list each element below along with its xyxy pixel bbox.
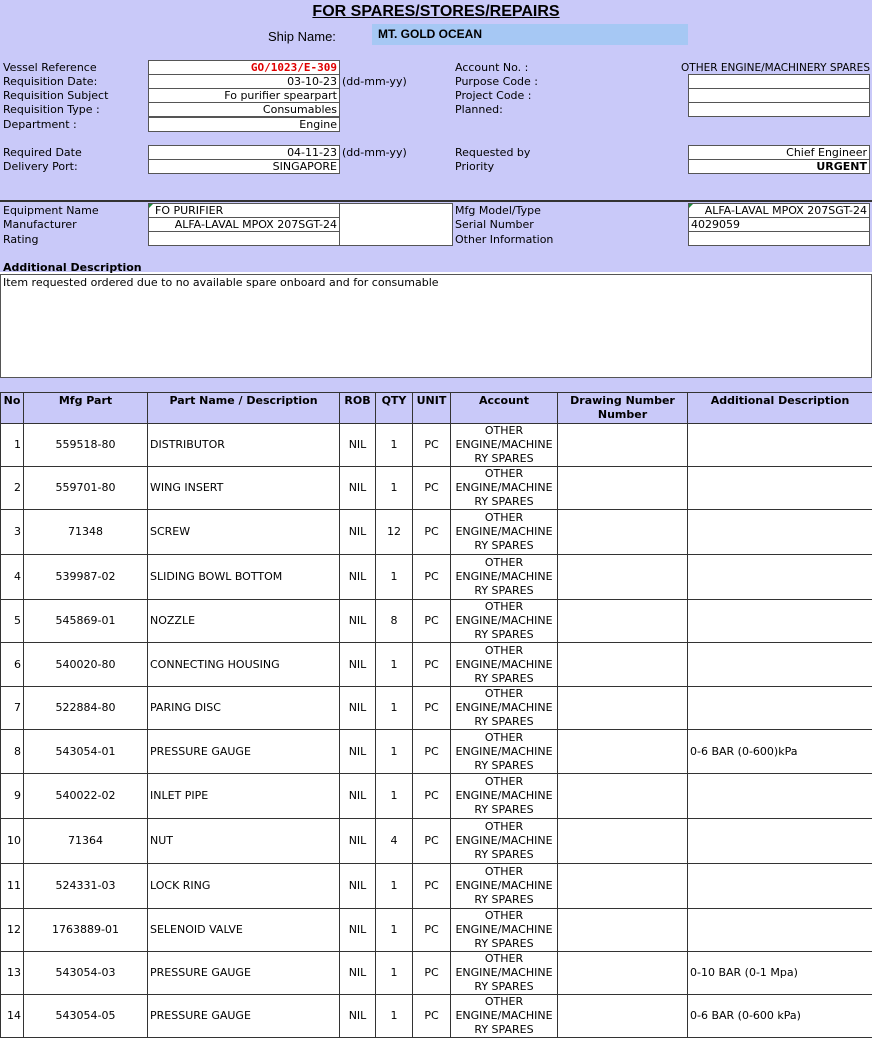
row-part-name[interactable]: CONNECTING HOUSING [148, 643, 340, 687]
rating-field[interactable] [148, 231, 340, 246]
account-line: RY SPARES [453, 452, 555, 466]
row-mfg-part[interactable]: 539987-02 [24, 555, 148, 600]
row-account[interactable] [451, 467, 558, 510]
requested-by-label: Requested by [455, 146, 530, 160]
account-line: RY SPARES [453, 584, 555, 598]
row-additional-description[interactable]: 0-6 BAR (0-600 kPa) [688, 995, 872, 1038]
ship-name-label: Ship Name: [268, 30, 336, 44]
account-line: OTHER [453, 909, 555, 923]
account-line: ENGINE/MACHINE [453, 701, 555, 715]
row-rob[interactable]: NIL [340, 819, 376, 864]
row-rob[interactable]: NIL [340, 730, 376, 774]
row-account[interactable] [451, 510, 558, 555]
row-unit[interactable]: PC [413, 555, 451, 600]
row-part-name[interactable]: NUT [148, 819, 340, 864]
row-qty[interactable]: 1 [376, 467, 413, 510]
row-drawing-number[interactable] [558, 467, 688, 510]
row-mfg-part[interactable]: 543054-03 [24, 952, 148, 995]
row-qty[interactable]: 1 [376, 952, 413, 995]
table-row[interactable] [1, 643, 872, 687]
table-row[interactable] [1, 909, 872, 952]
row-drawing-number[interactable] [558, 555, 688, 600]
row-mfg-part[interactable]: 559701-80 [24, 467, 148, 510]
requisition-type-field[interactable]: Consumables [148, 102, 340, 117]
requisition-subject-label: Requisition Subject [3, 89, 108, 103]
row-rob[interactable]: NIL [340, 774, 376, 819]
row-part-name[interactable]: PRESSURE GAUGE [148, 995, 340, 1038]
row-number[interactable]: 13 [1, 952, 24, 995]
table-row[interactable] [1, 424, 872, 467]
row-rob[interactable]: NIL [340, 555, 376, 600]
rating-label: Rating [3, 233, 38, 247]
serial-number-label: Serial Number [455, 218, 534, 232]
row-part-name[interactable]: PRESSURE GAUGE [148, 952, 340, 995]
row-account[interactable] [451, 864, 558, 909]
row-additional-description[interactable] [688, 510, 872, 555]
account-line: ENGINE/MACHINE [453, 614, 555, 628]
account-line: RY SPARES [453, 980, 555, 994]
account-line: OTHER [453, 687, 555, 701]
account-line: OTHER [453, 775, 555, 789]
row-qty[interactable]: 1 [376, 864, 413, 909]
row-qty[interactable]: 1 [376, 995, 413, 1038]
row-additional-description[interactable] [688, 774, 872, 819]
table-row[interactable] [1, 952, 872, 995]
requisition-type-label: Requisition Type : [3, 103, 100, 117]
row-rob[interactable]: NIL [340, 424, 376, 467]
row-account[interactable] [451, 730, 558, 774]
row-qty[interactable]: 8 [376, 600, 413, 643]
row-drawing-number[interactable] [558, 687, 688, 730]
row-additional-description[interactable] [688, 687, 872, 730]
planned-field[interactable] [688, 102, 870, 117]
account-line: ENGINE/MACHINE [453, 658, 555, 672]
row-unit[interactable]: PC [413, 687, 451, 730]
table-row[interactable] [1, 819, 872, 864]
account-line: RY SPARES [453, 495, 555, 509]
row-unit[interactable]: PC [413, 774, 451, 819]
account-line: OTHER [453, 865, 555, 879]
equipment-extra-field [340, 203, 453, 246]
row-rob[interactable]: NIL [340, 467, 376, 510]
col-header-no: No [1, 393, 24, 424]
row-qty[interactable]: 1 [376, 687, 413, 730]
row-unit[interactable]: PC [413, 643, 451, 687]
row-rob[interactable]: NIL [340, 995, 376, 1038]
row-unit[interactable]: PC [413, 819, 451, 864]
row-unit[interactable]: PC [413, 510, 451, 555]
row-drawing-number[interactable] [558, 424, 688, 467]
row-additional-description[interactable] [688, 467, 872, 510]
row-qty[interactable]: 1 [376, 424, 413, 467]
manufacturer-field[interactable]: ALFA-LAVAL MPOX 207SGT-24 [148, 217, 340, 232]
account-line: OTHER [453, 511, 555, 525]
row-number[interactable]: 3 [1, 510, 24, 555]
account-line: RY SPARES [453, 803, 555, 817]
requisition-date-field[interactable]: 03-10-23 [148, 74, 340, 89]
requested-by-field[interactable]: Chief Engineer [688, 145, 870, 160]
col-header-drawing-number: Drawing Number Number [558, 393, 688, 424]
account-line: RY SPARES [453, 539, 555, 553]
account-no-label: Account No. : [455, 61, 528, 75]
row-number[interactable]: 12 [1, 909, 24, 952]
row-number[interactable]: 2 [1, 467, 24, 510]
table-row[interactable] [1, 730, 872, 774]
table-row[interactable] [1, 467, 872, 510]
row-number[interactable]: 5 [1, 600, 24, 643]
equipment-name-field[interactable]: FO PURIFIER [148, 203, 340, 218]
table-top-band [0, 378, 872, 392]
account-line: ENGINE/MACHINE [453, 966, 555, 980]
col-header-qty: QTY [376, 393, 413, 424]
planned-label: Planned: [455, 103, 503, 117]
items-table [0, 392, 872, 1038]
row-part-name[interactable]: DISTRIBUTOR [148, 424, 340, 467]
required-date-field[interactable]: 04-11-23 [148, 145, 340, 160]
account-line: OTHER [453, 995, 555, 1009]
row-account[interactable] [451, 909, 558, 952]
col-header-account: Account [451, 393, 558, 424]
account-line: ENGINE/MACHINE [453, 438, 555, 452]
required-date-label: Required Date [3, 146, 82, 160]
row-number[interactable]: 10 [1, 819, 24, 864]
row-part-name[interactable]: SLIDING BOWL BOTTOM [148, 555, 340, 600]
priority-label: Priority [455, 160, 494, 174]
row-number[interactable]: 7 [1, 687, 24, 730]
col-header-part-name: Part Name / Description [148, 393, 340, 424]
vessel-reference-field[interactable]: GO/1023/E-309 [148, 60, 340, 75]
priority-field[interactable]: URGENT [688, 159, 870, 174]
requisition-date-label: Requisition Date: [3, 75, 97, 89]
row-unit[interactable]: PC [413, 467, 451, 510]
manufacturer-label: Manufacturer [3, 218, 77, 232]
col-header-additional-description: Additional Description [688, 393, 872, 424]
row-mfg-part[interactable]: 559518-80 [24, 424, 148, 467]
account-line: ENGINE/MACHINE [453, 570, 555, 584]
row-account[interactable] [451, 952, 558, 995]
row-mfg-part[interactable]: 540022-02 [24, 774, 148, 819]
requisition-subject-field[interactable]: Fo purifier spearpart [148, 88, 340, 103]
row-additional-description[interactable] [688, 600, 872, 643]
purpose-code-label: Purpose Code : [455, 75, 538, 89]
row-rob[interactable]: NIL [340, 909, 376, 952]
page-title: FOR SPARES/STORES/REPAIRS [0, 3, 872, 21]
table-row[interactable] [1, 995, 872, 1038]
row-drawing-number[interactable] [558, 730, 688, 774]
vessel-reference-label: Vessel Reference [3, 61, 97, 75]
row-unit[interactable]: PC [413, 909, 451, 952]
delivery-port-label: Delivery Port: [3, 160, 78, 174]
row-account[interactable] [451, 774, 558, 819]
row-rob[interactable]: NIL [340, 510, 376, 555]
comment-marker-icon [689, 204, 693, 208]
row-drawing-number[interactable] [558, 995, 688, 1038]
account-line: OTHER [453, 952, 555, 966]
table-row[interactable] [1, 555, 872, 600]
required-date-format-hint: (dd-mm-yy) [342, 146, 407, 160]
account-line: OTHER [453, 556, 555, 570]
row-account[interactable] [451, 643, 558, 687]
date-format-hint: (dd-mm-yy) [342, 75, 407, 89]
account-line: OTHER [453, 600, 555, 614]
row-account[interactable] [451, 424, 558, 467]
row-mfg-part[interactable]: 543054-01 [24, 730, 148, 774]
col-header-mfg-part: Mfg Part [24, 393, 148, 424]
account-line: OTHER [453, 424, 555, 438]
row-part-name[interactable]: LOCK RING [148, 864, 340, 909]
row-additional-description[interactable] [688, 643, 872, 687]
account-line: OTHER [453, 467, 555, 481]
account-line: RY SPARES [453, 715, 555, 729]
account-line: OTHER [453, 644, 555, 658]
other-information-field[interactable] [688, 231, 870, 246]
row-mfg-part[interactable]: 1763889-01 [24, 909, 148, 952]
project-code-field[interactable] [688, 88, 870, 103]
additional-description-text: Item requested ordered due to no available spare onboard and for consumable [1, 275, 871, 291]
account-line: ENGINE/MACHINE [453, 923, 555, 937]
table-row[interactable] [1, 600, 872, 643]
row-account[interactable] [451, 687, 558, 730]
account-line: ENGINE/MACHINE [453, 789, 555, 803]
row-qty[interactable]: 4 [376, 819, 413, 864]
additional-description-label: Additional Description [3, 261, 142, 275]
row-qty[interactable]: 1 [376, 643, 413, 687]
account-line: RY SPARES [453, 672, 555, 686]
row-mfg-part[interactable]: 71348 [24, 510, 148, 555]
row-additional-description[interactable]: 0-10 BAR (0-1 Mpa) [688, 952, 872, 995]
row-number[interactable]: 4 [1, 555, 24, 600]
row-qty[interactable]: 12 [376, 510, 413, 555]
row-unit[interactable]: PC [413, 424, 451, 467]
account-line: RY SPARES [453, 937, 555, 951]
row-rob[interactable]: NIL [340, 643, 376, 687]
row-rob[interactable]: NIL [340, 952, 376, 995]
row-mfg-part[interactable]: 543054-05 [24, 995, 148, 1038]
row-drawing-number[interactable] [558, 643, 688, 687]
account-line: ENGINE/MACHINE [453, 481, 555, 495]
ship-name-value[interactable]: MT. GOLD OCEAN [372, 24, 688, 45]
col-header-unit: UNIT [413, 393, 451, 424]
account-line: OTHER [453, 820, 555, 834]
row-unit[interactable]: PC [413, 600, 451, 643]
table-header-row [1, 393, 872, 424]
row-drawing-number[interactable] [558, 819, 688, 864]
row-qty[interactable]: 1 [376, 730, 413, 774]
row-part-name[interactable]: INLET PIPE [148, 774, 340, 819]
account-line: RY SPARES [453, 628, 555, 642]
account-line: RY SPARES [453, 848, 555, 862]
row-qty[interactable]: 1 [376, 909, 413, 952]
row-unit[interactable]: PC [413, 864, 451, 909]
other-information-label: Other Information [455, 233, 553, 247]
additional-description-box[interactable] [0, 274, 872, 378]
row-drawing-number[interactable] [558, 510, 688, 555]
equipment-name-label: Equipment Name [3, 204, 99, 218]
account-line: ENGINE/MACHINE [453, 1009, 555, 1023]
row-additional-description[interactable]: 0-6 BAR (0-600)kPa [688, 730, 872, 774]
row-drawing-number[interactable] [558, 774, 688, 819]
table-row[interactable] [1, 510, 872, 555]
purpose-code-field[interactable] [688, 74, 870, 89]
row-number[interactable]: 14 [1, 995, 24, 1038]
row-qty[interactable]: 1 [376, 555, 413, 600]
row-rob[interactable]: NIL [340, 687, 376, 730]
row-account[interactable] [451, 600, 558, 643]
row-drawing-number[interactable] [558, 600, 688, 643]
row-part-name[interactable]: NOZZLE [148, 600, 340, 643]
row-account[interactable] [451, 995, 558, 1038]
account-line: ENGINE/MACHINE [453, 879, 555, 893]
row-unit[interactable]: PC [413, 730, 451, 774]
row-number[interactable]: 9 [1, 774, 24, 819]
row-part-name[interactable]: SELENOID VALVE [148, 909, 340, 952]
row-drawing-number[interactable] [558, 864, 688, 909]
row-account[interactable] [451, 555, 558, 600]
row-number[interactable]: 11 [1, 864, 24, 909]
row-unit[interactable]: PC [413, 952, 451, 995]
project-code-label: Project Code : [455, 89, 532, 103]
row-rob[interactable]: NIL [340, 864, 376, 909]
mfg-model-label: Mfg Model/Type [455, 204, 541, 218]
row-mfg-part[interactable]: 71364 [24, 819, 148, 864]
row-mfg-part[interactable]: 545869-01 [24, 600, 148, 643]
row-number[interactable]: 1 [1, 424, 24, 467]
row-unit[interactable]: PC [413, 995, 451, 1038]
department-label: Department : [3, 118, 77, 132]
table-row[interactable] [1, 774, 872, 819]
row-rob[interactable]: NIL [340, 600, 376, 643]
comment-marker-icon [149, 204, 153, 208]
row-additional-description[interactable] [688, 424, 872, 467]
row-mfg-part[interactable]: 540020-80 [24, 643, 148, 687]
table-row[interactable] [1, 687, 872, 730]
account-no-value[interactable]: OTHER ENGINE/MACHINERY SPARES [640, 61, 870, 75]
row-additional-description[interactable] [688, 555, 872, 600]
row-mfg-part[interactable]: 524331-03 [24, 864, 148, 909]
col-header-rob: ROB [340, 393, 376, 424]
account-line: ENGINE/MACHINE [453, 525, 555, 539]
account-line: RY SPARES [453, 893, 555, 907]
row-additional-description[interactable] [688, 819, 872, 864]
department-field[interactable]: Engine [148, 117, 340, 132]
row-mfg-part[interactable]: 522884-80 [24, 687, 148, 730]
row-part-name[interactable]: PRESSURE GAUGE [148, 730, 340, 774]
row-part-name[interactable]: WING INSERT [148, 467, 340, 510]
row-additional-description[interactable] [688, 909, 872, 952]
account-line: ENGINE/MACHINE [453, 745, 555, 759]
mfg-model-field[interactable]: ALFA-LAVAL MPOX 207SGT-24 [688, 203, 870, 218]
delivery-port-field[interactable]: SINGAPORE [148, 159, 340, 174]
row-drawing-number[interactable] [558, 952, 688, 995]
account-line: OTHER [453, 731, 555, 745]
serial-number-field[interactable]: 4029059 [688, 217, 870, 232]
row-additional-description[interactable] [688, 864, 872, 909]
account-line: RY SPARES [453, 759, 555, 773]
account-line: ENGINE/MACHINE [453, 834, 555, 848]
row-qty[interactable]: 1 [376, 774, 413, 819]
account-line: RY SPARES [453, 1023, 555, 1037]
row-number[interactable]: 8 [1, 730, 24, 774]
table-row[interactable] [1, 864, 872, 909]
row-drawing-number[interactable] [558, 909, 688, 952]
row-number[interactable]: 6 [1, 643, 24, 687]
row-part-name[interactable]: SCREW [148, 510, 340, 555]
row-account[interactable] [451, 819, 558, 864]
row-part-name[interactable]: PARING DISC [148, 687, 340, 730]
